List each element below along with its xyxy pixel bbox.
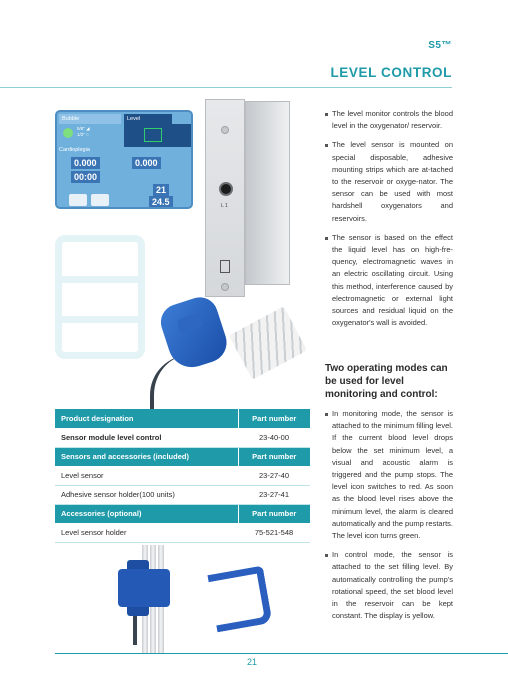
table-row	[55, 428, 310, 447]
page-number: 21	[247, 657, 258, 667]
check-icon	[63, 128, 73, 138]
device-side-panel	[245, 101, 290, 285]
level-outline-line-icon	[55, 316, 145, 323]
bullet-item: The level sensor is mounted on special disposable, adhesive mounting strips which are at-tached to the reservoir or oxyge-nator. The sensor can be used with most hardshell oxygenators and reservoirs.	[325, 139, 453, 224]
table-cell-part-number: 23-40-00	[238, 428, 310, 447]
table-cell-part-number: 75-521-548	[238, 523, 310, 542]
table-row	[55, 523, 310, 542]
level-symbol-icon	[220, 260, 230, 273]
table-cell-label: Level sensor holder	[55, 523, 238, 542]
level-screen-illustration	[55, 110, 193, 209]
screen-button-back	[69, 194, 87, 206]
level-sensor-holder-image	[207, 566, 272, 633]
bullet-item: In monitoring mode, the sensor is attached to the minimum filling level. If the current blood level drops below the set minimum level, a visual and acoustic alarm is triggered and the pump stops. The level icon switches to red. As soon as the blood level rises above the minimum level, the alarm is cleared automatically and the pump restarts. The level icon turns green.	[325, 408, 453, 542]
level-outline-line-icon	[55, 276, 145, 283]
screw-icon	[221, 283, 229, 291]
table-row	[55, 485, 310, 504]
table-cell-part-number: 23-27-40	[238, 466, 310, 485]
device-front-panel	[205, 99, 245, 297]
screen-tube-size-1: 5/8" ◢	[77, 126, 90, 131]
level-indicator-icon	[144, 128, 162, 142]
table-header-label: Accessories (optional)	[55, 504, 238, 523]
bullet-item: The level monitor controls the blood level in the oxygenator/ reservoir.	[325, 108, 453, 132]
table-header-part-number: Part number	[238, 447, 310, 466]
product-table	[55, 409, 310, 543]
screen-cardioplegia-label: Cardioplegia	[59, 147, 90, 153]
table-cell-part-number: 23-27-41	[238, 485, 310, 504]
screen-time-value: 00:00	[71, 171, 100, 183]
screen-tube-sizes	[77, 126, 90, 138]
table-cell-label: Adhesive sensor holder(100 units)	[55, 485, 238, 504]
bullet-item: The sensor is based on the effect the liquid level has on high-fre-quency, electromagnetic waves in an electric oscillating circuit. Using this method, interference caused by electromagnetic or external light sources and residual liquid on the oxygenator's wall is avoided.	[325, 232, 453, 330]
screen-value-1: 0.000	[71, 157, 100, 169]
brand-label: S5™	[428, 40, 452, 51]
screen-value-21: 21	[153, 184, 169, 196]
level-outline-icon	[55, 235, 145, 359]
table-cell-label: Sensor module level control	[55, 428, 238, 447]
screen-button-reset	[91, 194, 109, 206]
modes-bullets	[325, 408, 453, 629]
screen-value-245: 24.5	[149, 196, 173, 208]
page-title: LEVEL CONTROL	[330, 65, 452, 80]
table-header-part-number: Part number	[238, 409, 310, 428]
title-divider	[0, 87, 452, 88]
screen-value-2: 0.000	[132, 157, 161, 169]
adhesive-strips-image	[229, 306, 307, 379]
footer-divider	[55, 653, 508, 654]
screen-level-panel	[124, 124, 191, 147]
device-port-label: L 1	[221, 203, 228, 209]
table-header-label: Product designation	[55, 409, 238, 428]
description-bullets	[325, 108, 453, 336]
modes-heading: Two operating modes can be used for level monitoring and control:	[325, 363, 448, 400]
bullet-item: In control mode, the sensor is attached to the set filling level. By automatically controlling the pump's rotational speed, the set blood level in the reservoir can be kept constant. The display is yellow.	[325, 549, 453, 622]
connector-icon	[219, 182, 233, 196]
table-section-header	[55, 504, 310, 523]
screen-tab-level: Level	[124, 114, 172, 124]
table-cell-label: Level sensor	[55, 466, 238, 485]
table-row	[55, 466, 310, 485]
sensor-module-device	[205, 99, 290, 297]
screw-icon	[221, 126, 229, 134]
screen-tab-bubble: Bubble	[59, 114, 121, 124]
table-section-header	[55, 409, 310, 428]
table-section-header	[55, 447, 310, 466]
table-header-part-number: Part number	[238, 504, 310, 523]
table-header-label: Sensors and accessories (included)	[55, 447, 238, 466]
level-sensor-holder-mounted-image	[118, 569, 170, 607]
screen-tube-size-2: 1/2" ○	[77, 132, 89, 137]
